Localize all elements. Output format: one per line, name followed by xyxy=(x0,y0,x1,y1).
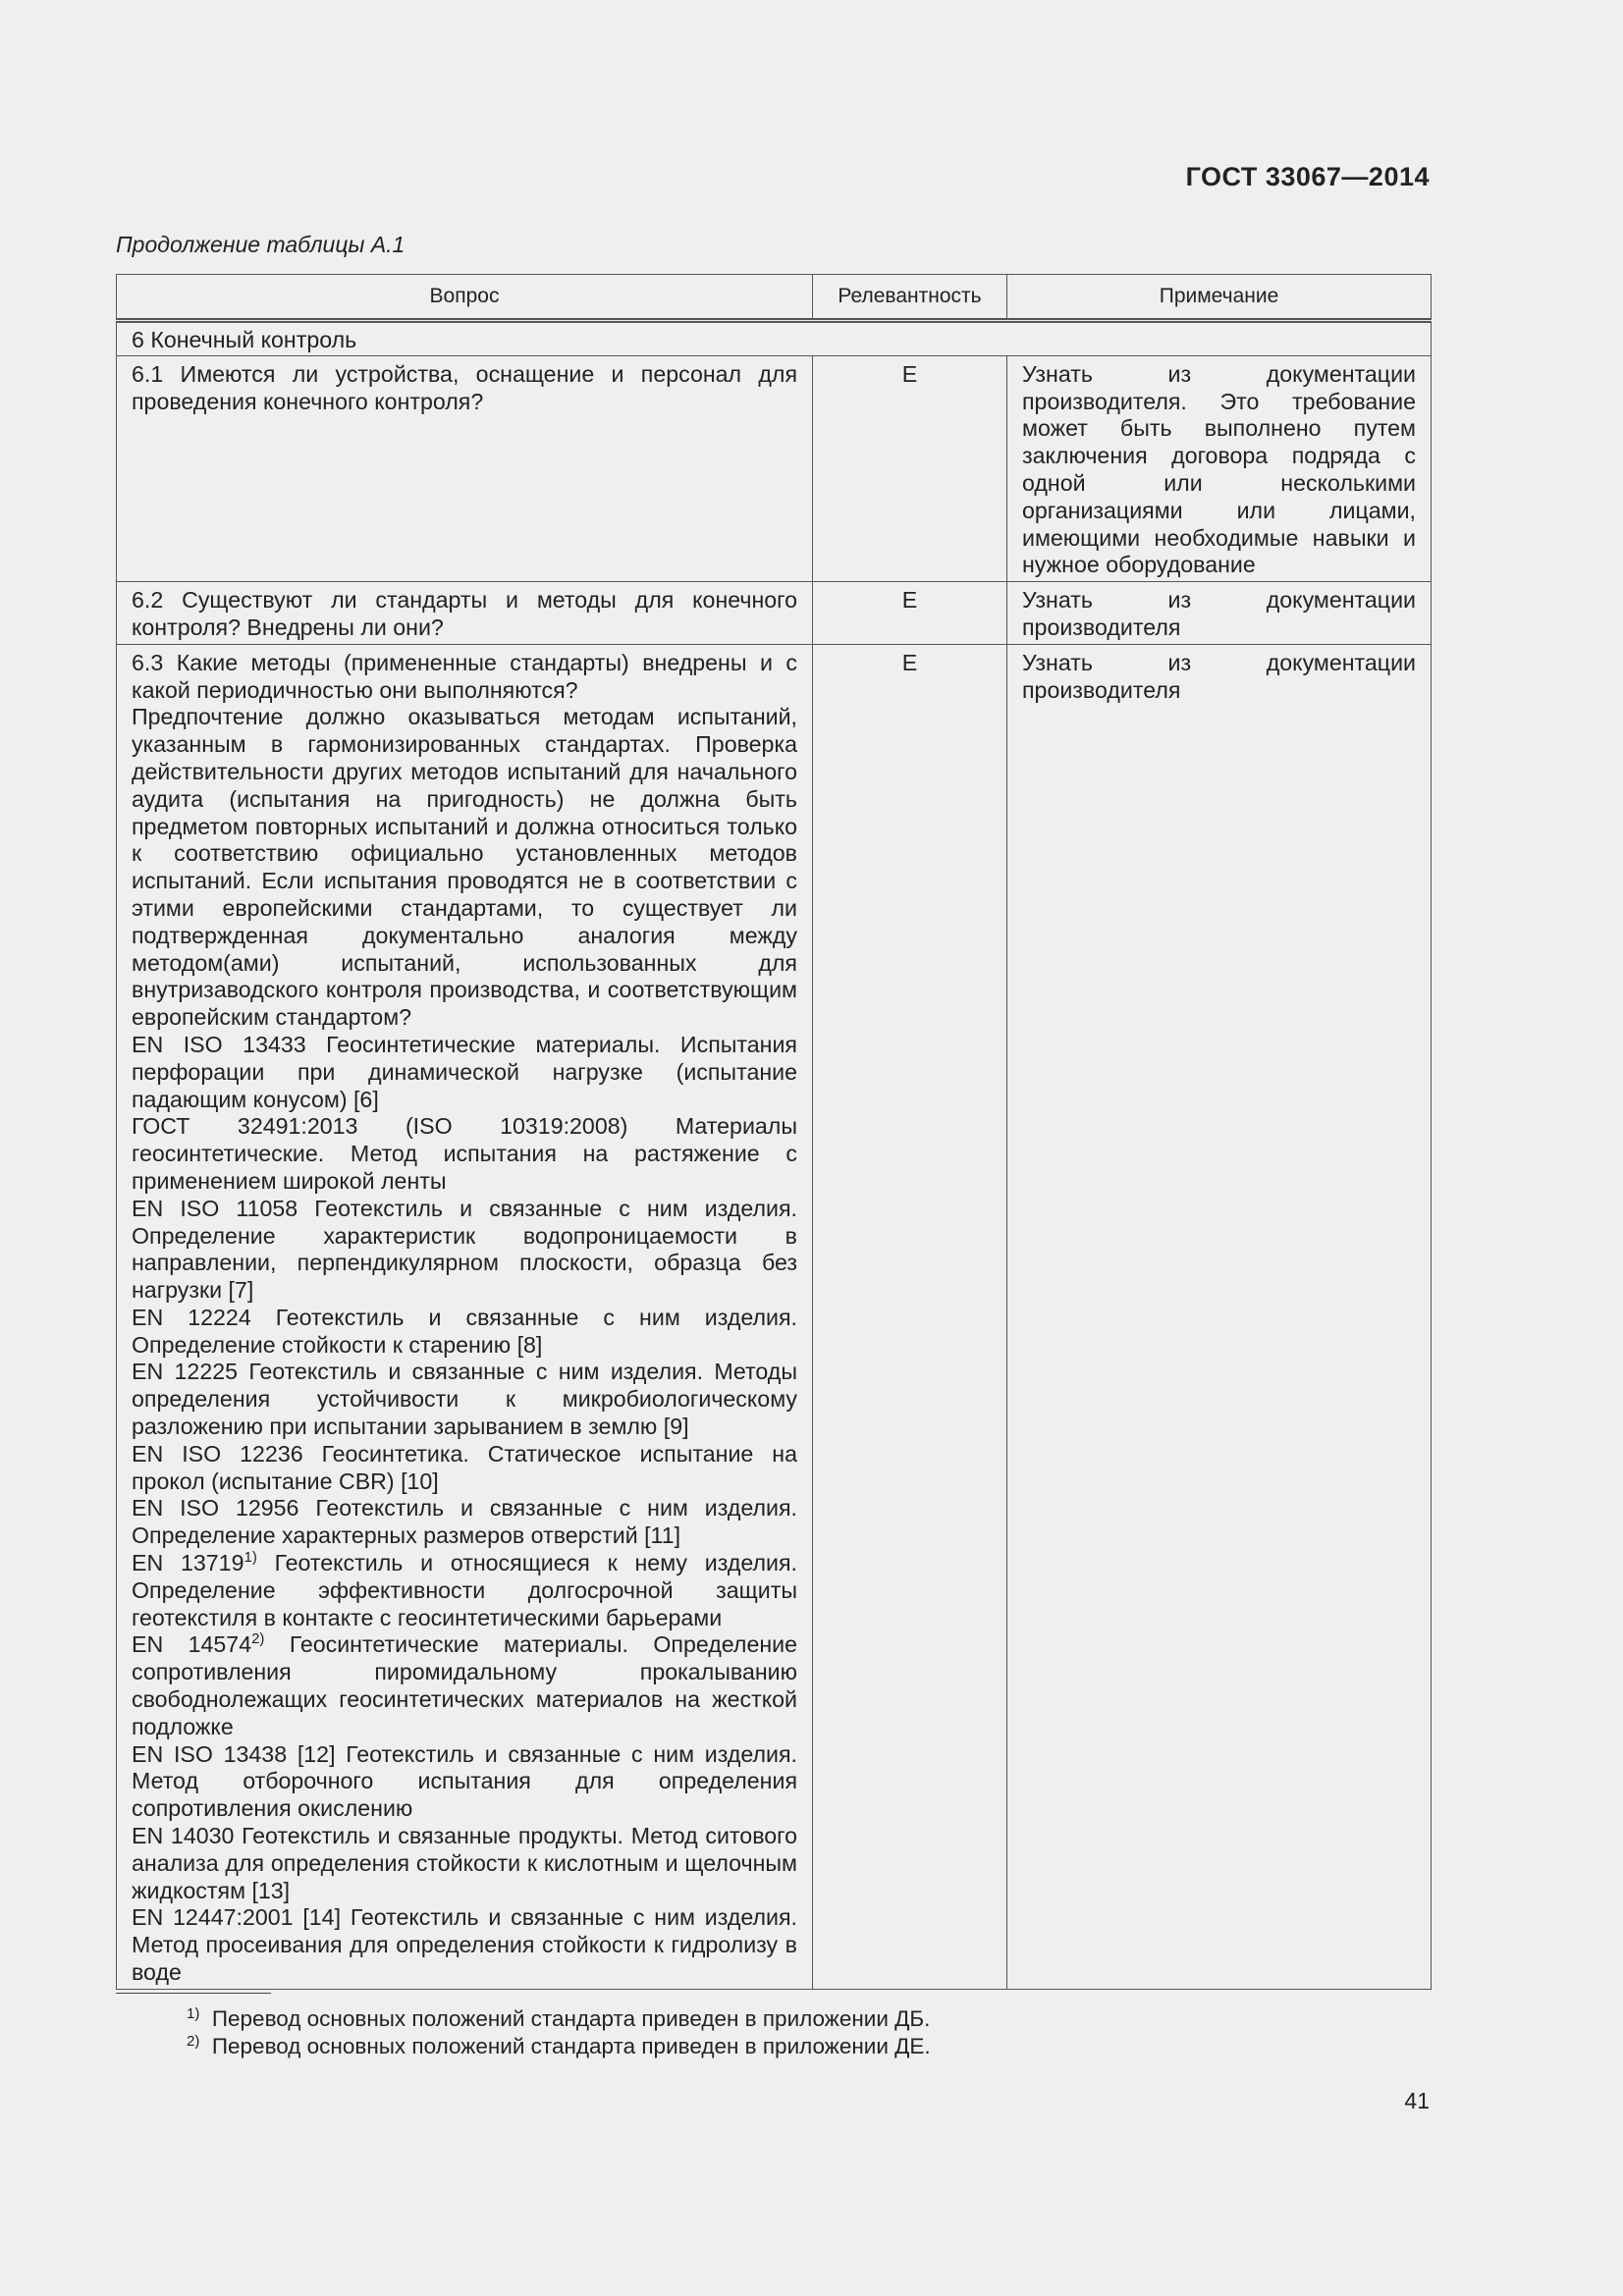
question-paragraph: EN 12224 Геотекстиль и связанные с ним изделия. Определение стойкости к старению [8] xyxy=(132,1304,797,1358)
footnote-mark: 1) xyxy=(187,2005,200,2022)
question-paragraph: EN ISO 12236 Геосинтетика. Статическое испытание на прокол (испытание CBR) [10] xyxy=(132,1440,797,1494)
note-cell: Узнать из документации производителя. Это требование может быть выполнено путем заключения договора подряда с одной или несколькими организациями или лицами, имеющими необходимые навыки и нужное оборудование xyxy=(1007,355,1432,581)
footnotes xyxy=(187,2005,931,2059)
note-cell: Узнать из документации производителя xyxy=(1007,644,1432,1989)
question-paragraph: Предпочтение должно оказываться методам испытаний, указанным в гармонизированных стандартах. Проверка действительности других методов испытаний для начального аудита (испытания на пригодность) не должна быть предметом повторных испытаний и должна относиться только к соответствию официально установленных методов испытаний. Если испытания проводятся не в соответствии с этими европейскими стандартами, то существует ли подтвержденная документально аналогия между методом(ами) испытаний, использованных для внутризаводского контроля производства, и соответствующим европейским стандартом? xyxy=(132,704,797,1031)
page-number: 41 xyxy=(1404,2088,1430,2113)
question-paragraph: EN 12225 Геотекстиль и связанные с ним изделия. Методы определения устойчивости к микробиологическому разложению при испытании зарыванием в землю [9] xyxy=(132,1359,797,1440)
column-header-relevance: Релевантность xyxy=(813,275,1007,321)
column-header-question: Вопрос xyxy=(117,275,813,321)
question-paragraph: EN ISO 11058 Геотекстиль и связанные с ним изделия. Определение характеристик водопроницаемости в направлении, перпендикулярном плоскости, образца без нагрузки [7] xyxy=(132,1195,797,1304)
standard-title: Геотекстиль и относящиеся к нему изделия. Определение эффективности долгосрочной защиты геотекстиля в контакте с геосинтетическими барьерами xyxy=(132,1550,797,1630)
table-row xyxy=(117,644,1432,1989)
footnote xyxy=(187,2033,931,2060)
table-caption: Продолжение таблицы А.1 xyxy=(116,232,406,257)
footnote-text: Перевод основных положений стандарта приведен в приложении ДБ. xyxy=(211,2006,931,2031)
footnote-mark: 1) xyxy=(243,1549,257,1567)
question-paragraph: EN 12447:2001 [14] Геотекстиль и связанные с ним изделия. Метод просеивания для определения стойкости к гидролизу в воде xyxy=(132,1904,797,1986)
standard-code: EN 13719 xyxy=(132,1550,244,1576)
column-header-note: Примечание xyxy=(1007,275,1432,321)
question-paragraph: EN ISO 12956 Геотекстиль и связанные с ним изделия. Определение характерных размеров отверстий [11] xyxy=(132,1495,797,1549)
footnote-separator xyxy=(116,1993,271,1994)
question-paragraph: 6.3 Какие методы (примененные стандарты) внедрены и с какой периодичностью они выполняются? xyxy=(132,649,797,703)
question-paragraph: EN ISO 13438 [12] Геотекстиль и связанные с ним изделия. Метод отборочного испытания для определения сопротивления окислению xyxy=(132,1740,797,1822)
question-paragraph xyxy=(132,1550,797,1631)
question-paragraph: EN 14030 Геотекстиль и связанные продукты. Метод ситового анализа для определения стойкости к кислотным и щелочным жидкостям [13] xyxy=(132,1823,797,1903)
section-title: 6 Конечный контроль xyxy=(117,321,1432,356)
note-cell: Узнать из документации производителя xyxy=(1007,582,1432,645)
question-cell: 6.1 Имеются ли устройства, оснащение и персонал для проведения конечного контроля? xyxy=(117,355,813,581)
standard-code: EN 14574 xyxy=(132,1631,252,1658)
relevance-cell: E xyxy=(813,644,1007,1989)
question-cell: 6.2 Существуют ли стандарты и методы для конечного контроля? Внедрены ли они? xyxy=(117,582,813,645)
footnote xyxy=(187,2005,931,2033)
footnote-text: Перевод основных положений стандарта приведен в приложении ДЕ. xyxy=(211,2033,931,2058)
table-header-row xyxy=(117,275,1432,321)
standard-title: Геосинтетические материалы. Определение сопротивления пиромидальному прокалыванию свободнолежащих геосинтетических материалов на жесткой подложке xyxy=(132,1631,797,1739)
standard-designation: ГОСТ 33067—2014 xyxy=(1185,162,1430,191)
requirements-table xyxy=(116,274,1432,1990)
question-paragraph xyxy=(132,1631,797,1740)
question-paragraph: ГОСТ 32491:2013 (ISO 10319:2008) Материалы геосинтетические. Метод испытания на растяжение с применением широкой ленты xyxy=(132,1113,797,1194)
section-row xyxy=(117,321,1432,356)
question-paragraph: EN ISO 13433 Геосинтетические материалы. Испытания перфорации при динамической нагрузке (испытание падающим конусом) [6] xyxy=(132,1031,797,1112)
footnote-mark: 2) xyxy=(251,1630,265,1648)
relevance-cell: E xyxy=(813,582,1007,645)
table-row xyxy=(117,582,1432,645)
footnote-mark: 2) xyxy=(187,2032,200,2050)
question-cell xyxy=(117,644,813,1989)
relevance-cell: E xyxy=(813,355,1007,581)
table-row xyxy=(117,355,1432,581)
